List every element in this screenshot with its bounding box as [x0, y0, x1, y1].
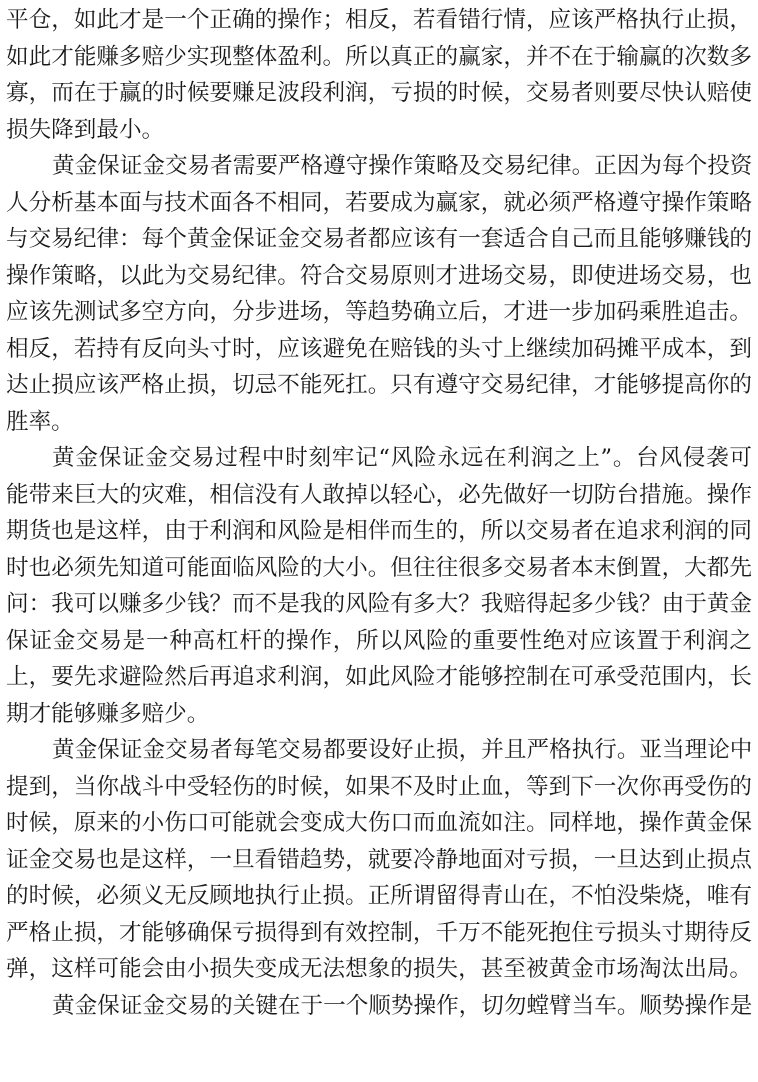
paragraph-first-line: 黄金保证金交易者每笔交易都要设好止损，并且严格执行。亚当理论中 — [52, 737, 752, 763]
text-line: 提到，当你战斗中受轻伤的时候，如果不及时止血，等到下一次你再受伤的 — [6, 773, 752, 800]
text-line: 严格止损，才能够确保亏损得到有效控制，千万不能死抱住亏损头寸期待反 — [6, 919, 752, 946]
text-line: 时候，原来的小伤口可能就会变成大伤口而血流如注。同样地，操作黄金保 — [6, 810, 752, 836]
text-line: 人分析基本面与技术面各不相同，若要成为赢家，就必须严格遵守操作策略 — [6, 189, 752, 216]
paragraph-first-line: 黄金保证金交易的关键在于一个顺势操作，切勿螳臂当车。顺势操作是 — [52, 992, 752, 1019]
text-line: 达止损应该严格止损，切忌不能死扛。只有遵守交易纪律，才能够提高你的 — [6, 372, 752, 398]
text-line: 的时候，必须义无反顾地执行止损。正所谓留得青山在，不怕没柴烧，唯有 — [6, 883, 752, 909]
paragraph-first-line: 黄金保证金交易过程中时刻牢记“风险永远在利润之上”。台风侵袭可 — [52, 445, 752, 471]
text-line: 相反，若持有反向头寸时，应该避免在赔钱的头寸上继续加码摊平成本，到 — [6, 335, 752, 362]
text-line: 损失降到最小。 — [6, 116, 165, 143]
text-line: 应该先测试多空方向，分步进场，等趋势确立后，才进一步加码乘胜追击。 — [6, 299, 752, 325]
text-line: 平仓，如此才是一个正确的操作；相反，若看错行情，应该严格执行止损， — [6, 7, 752, 33]
text-line: 与交易纪律：每个黄金保证金交易者都应该有一套适合自己而且能够赚钱的 — [6, 226, 752, 252]
body-text — [6, 2, 752, 1024]
text-line: 上，要先求避险然后再追求利润，如此风险才能够控制在可承受范围内，长 — [6, 664, 752, 690]
text-line: 如此才能赚多赔少实现整体盈利。所以真正的赢家，并不在于输赢的次数多 — [6, 43, 752, 70]
paragraph-first-line: 黄金保证金交易者需要严格遵守操作策略及交易纪律。正因为每个投资 — [52, 153, 752, 179]
text-line: 时也必须先知道可能面临风险的大小。但往往很多交易者本末倒置，大都先 — [6, 554, 752, 581]
text-line: 期才能够赚多赔少。 — [6, 700, 210, 727]
text-line: 操作策略，以此为交易纪律。符合交易原则才进场交易，即使进场交易，也 — [6, 262, 752, 289]
text-line: 问：我可以赚多少钱？而不是我的风险有多大？我赔得起多少钱？由于黄金 — [6, 591, 752, 617]
text-line: 能带来巨大的灾难，相信没有人敢掉以轻心，必先做好一切防台措施。操作 — [6, 481, 752, 508]
text-line: 寡，而在于赢的时候要赚足波段利润，亏损的时候，交易者则要尽快认赔使 — [6, 80, 752, 106]
text-line: 证金交易也是这样，一旦看错趋势，就要冷静地面对亏损，一旦达到止损点 — [6, 846, 752, 873]
text-line: 保证金交易是一种高杠杆的操作，所以风险的重要性绝对应该置于利润之 — [6, 627, 752, 654]
text-line: 期货也是这样，由于利润和风险是相伴而生的，所以交易者在追求利润的同 — [6, 518, 752, 544]
text-line: 弹，这样可能会由小损失变成无法想象的损失，甚至被黄金市场淘汰出局。 — [6, 956, 752, 982]
text-line: 胜率。 — [6, 408, 74, 435]
